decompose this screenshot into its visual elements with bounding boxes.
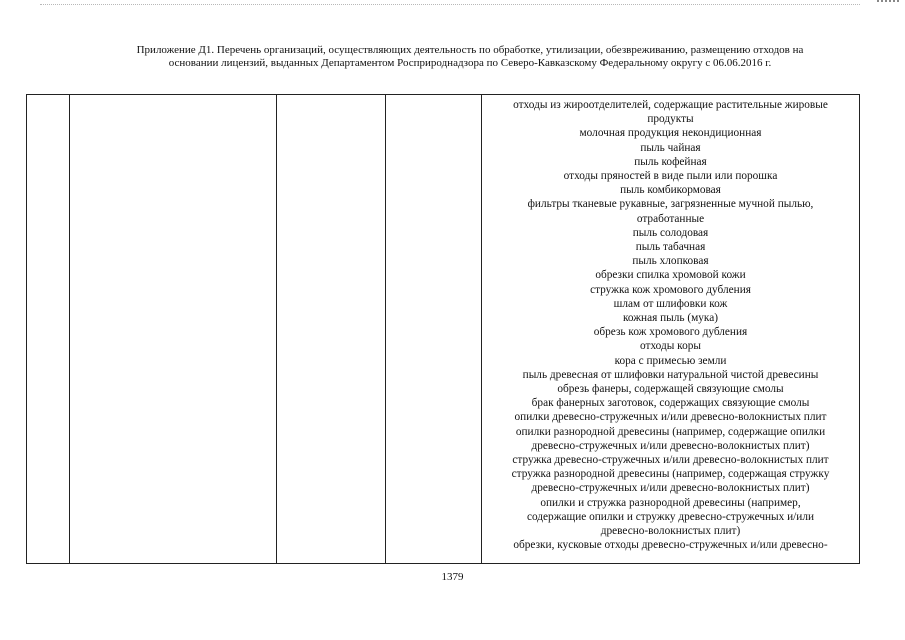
cell-license <box>277 95 386 564</box>
header-line-1: Приложение Д1. Перечень организаций, осуществляющих деятельность по обработке, утилизации, обезвреживанию, размещению отходов на <box>136 44 804 56</box>
waste-line: фильтры тканевые рукавные, загрязненные мучной пылью, <box>527 198 814 211</box>
cell-organization <box>70 95 277 564</box>
cell-activity <box>386 95 482 564</box>
waste-line: кожная пыль (мука) <box>622 312 719 325</box>
waste-line: брак фанерных заготовок, содержащих связующие смолы <box>531 397 810 410</box>
waste-line: опилки древесно-стружечных и/или древесно-волокнистых плит <box>514 411 827 424</box>
waste-line: стружка древесно-стружечных и/или древесно-волокнистых плит <box>512 454 829 467</box>
waste-line: опилки разнородной древесины (например, содержащие опилки <box>515 425 826 438</box>
waste-line: пыль чайная <box>640 141 701 154</box>
waste-line: пыль солодовая <box>632 226 709 239</box>
document-header <box>70 44 870 70</box>
header-line-2: основании лицензий, выданных Департаментом Росприроднадзора по Северо-Кавказскому Федеральному округу с 06.06.2016 г. <box>168 57 772 69</box>
waste-line: древесно-стружечных и/или древесно-волокнистых плит) <box>531 439 810 452</box>
waste-line: обрезки, кусковые отходы древесно-стружечных и/или древесно- <box>513 539 828 552</box>
scan-corner-mark <box>877 0 899 10</box>
waste-line: стружка разнородной древесины (например, содержащая стружку <box>511 468 830 481</box>
waste-line: содержащие опилки и стружку древесно-стружечных и/или <box>526 510 815 523</box>
page-number: 1379 <box>441 571 464 583</box>
waste-line: отходы коры <box>640 340 701 353</box>
waste-line: отработанные <box>636 212 705 225</box>
waste-line: отходы пряностей в виде пыли или порошка <box>563 170 778 183</box>
waste-line: обрезь фанеры, содержащей связующие смолы <box>557 383 784 396</box>
license-table <box>26 94 860 564</box>
waste-line: пыль табачная <box>635 241 706 254</box>
cell-waste-types <box>482 95 860 564</box>
waste-line: опилки и стружка разнородной древесины (например, <box>540 496 801 509</box>
waste-line: пыль комбикормовая <box>620 184 721 197</box>
waste-line: древесно-волокнистых плит) <box>600 525 741 538</box>
waste-line: стружка кож хромового дубления <box>590 283 751 296</box>
waste-line: пыль хлопковая <box>632 255 709 268</box>
waste-line: обрезки спилка хромовой кожи <box>595 269 746 282</box>
cell-number <box>27 95 70 564</box>
waste-line: отходы из жироотделителей, содержащие растительные жировые <box>513 99 828 111</box>
scan-artifact <box>40 4 860 9</box>
waste-line: обрезь кож хромового дубления <box>593 326 748 339</box>
waste-line: пыль кофейная <box>634 155 707 168</box>
waste-line: молочная продукция некондиционная <box>579 127 762 140</box>
waste-line: пыль древесная от шлифовки натуральной чистой древесины <box>522 368 819 381</box>
table-row <box>27 95 860 564</box>
waste-line: шлам от шлифовки кож <box>613 297 728 310</box>
waste-line: продукты <box>647 113 694 126</box>
waste-line: кора с примесью земли <box>614 354 727 367</box>
waste-line: древесно-стружечных и/или древесно-волокнистых плит) <box>531 482 810 495</box>
waste-type-list <box>482 95 859 563</box>
